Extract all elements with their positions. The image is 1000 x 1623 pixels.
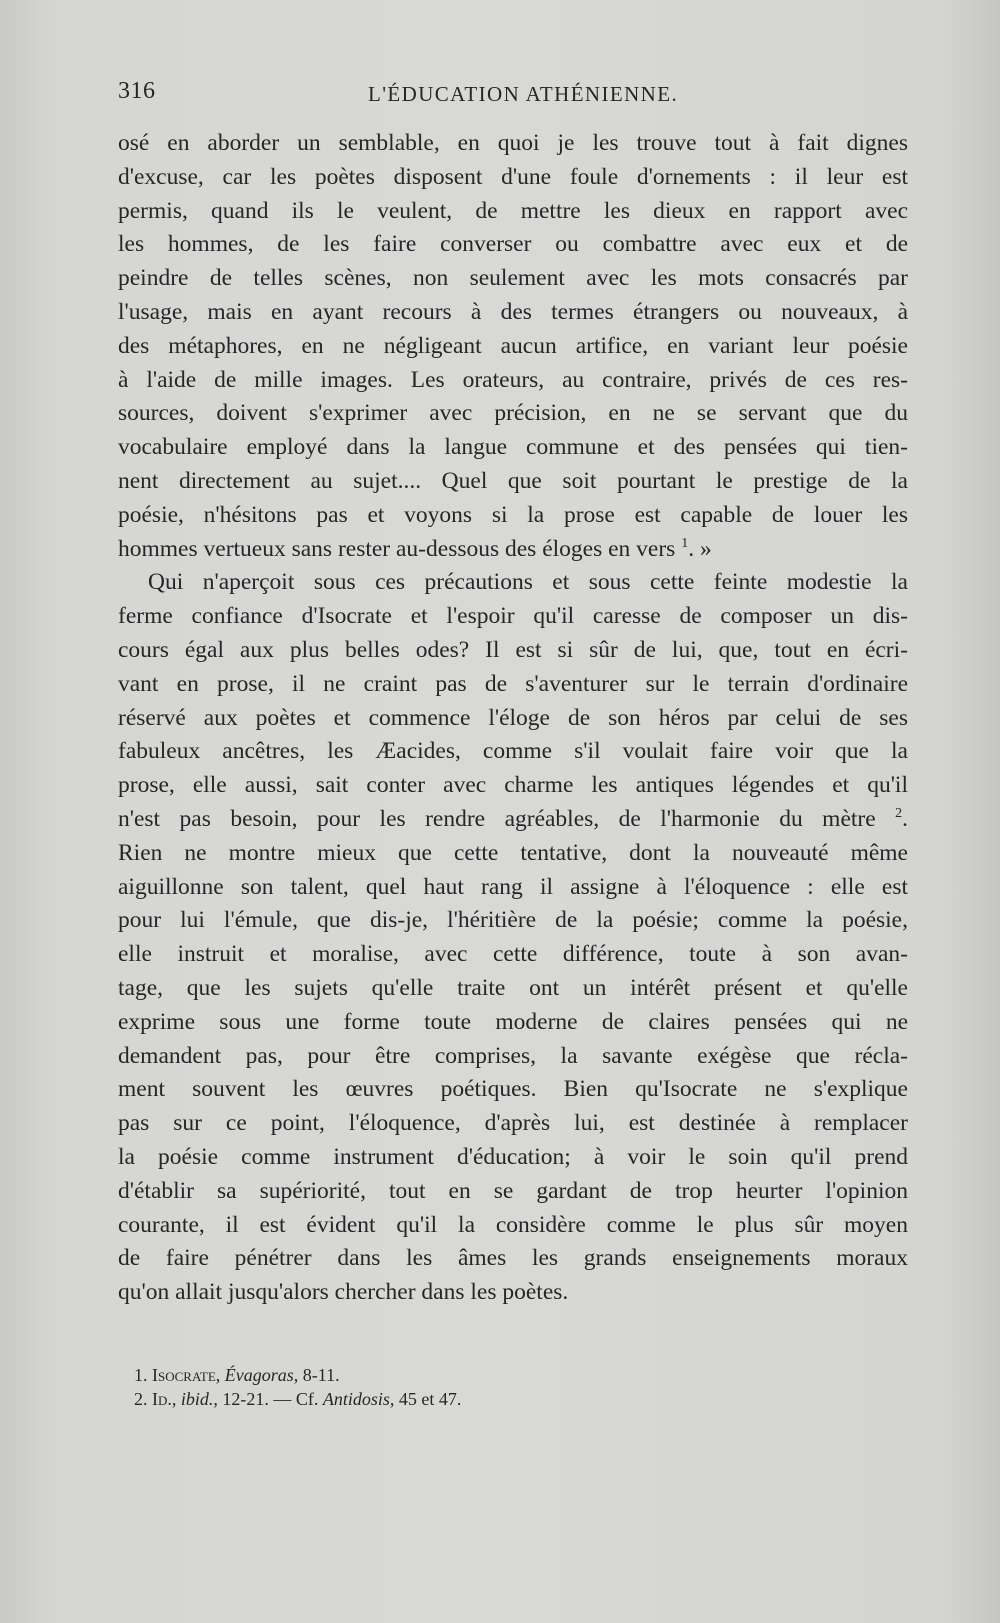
footnote-sep: , xyxy=(171,1389,181,1409)
text-line: d'excuse, car les poètes disposent d'une foule d'ornements : il leur est xyxy=(118,163,908,190)
text-span: . » xyxy=(688,535,712,562)
text-line: réservé aux poètes et commence l'éloge de son héros par celui de ses xyxy=(118,704,908,731)
text-line: qu'on allait jusqu'alors chercher dans les poètes. xyxy=(118,1279,569,1306)
footnote-2 xyxy=(134,1387,834,1411)
text-line: demandent pas, pour être comprises, la savante exégèse que récla- xyxy=(118,1042,908,1069)
text-line: Rien ne montre mieux que cette tentative, dont la nouveauté même xyxy=(118,839,908,866)
text-line: vocabulaire employé dans la langue commune et des pensées qui tien- xyxy=(118,434,908,461)
footnote-ref: 1 xyxy=(681,535,689,551)
footnote-ref-text: , 8-11. xyxy=(293,1365,340,1385)
text-line: courante, il est évident qu'il la considère comme le plus sûr moyen xyxy=(118,1211,908,1238)
running-title: L'ÉDUCATION ATHÉNIENNE. xyxy=(368,82,679,106)
text-line: de faire pénétrer dans les âmes les grands enseignements moraux xyxy=(118,1245,908,1272)
text-line: exprime sous une forme toute moderne de claires pensées qui ne xyxy=(118,1008,908,1035)
footnote-ref-text: , 45 et 47. xyxy=(389,1389,462,1409)
text-line: ferme confiance d'Isocrate et l'espoir qu'il caresse de composer un dis- xyxy=(118,603,908,630)
footnote-author: Id. xyxy=(152,1389,172,1409)
text-line: osé en aborder un semblable, en quoi je les trouve tout à fait dignes xyxy=(118,130,908,156)
text-line: peindre de telles scènes, non seulement avec les mots consacrés par xyxy=(118,265,908,292)
text-line xyxy=(118,533,908,567)
text-line: tage, que les sujets qu'elle traite ont un intérêt présent et qu'elle xyxy=(118,974,908,1001)
footnote-work: ibid. xyxy=(180,1389,214,1409)
text-line: elle instruit et moralise, avec cette différence, toute à son avan- xyxy=(118,941,908,968)
text-line: pas sur ce point, l'éloquence, d'après lui, est destinée à remplacer xyxy=(118,1110,908,1137)
text-line: aiguillonne son talent, quel haut rang il assigne à l'éloquence : elle est xyxy=(118,873,908,900)
text-line: Qui n'aperçoit sous ces précautions et sous cette feinte modestie la xyxy=(148,569,908,596)
text-line: cours égal aux plus belles odes? Il est si sûr de lui, que, tout en écri- xyxy=(118,636,908,663)
text-line: sources, doivent s'exprimer avec précision, en ne se servant que du xyxy=(118,400,908,427)
text-line: nent directement au sujet.... Quel que soit pourtant le prestige de la xyxy=(118,467,908,494)
footnote-number: 1. xyxy=(134,1365,148,1385)
text-line: vant en prose, il ne craint pas de s'aventurer sur le terrain d'ordinaire xyxy=(118,670,908,697)
page-number: 316 xyxy=(118,78,156,104)
footnotes xyxy=(134,1363,834,1411)
text-line: des métaphores, en ne négligeant aucun artifice, en variant leur poésie xyxy=(118,332,908,359)
footnote-work: Évagoras xyxy=(224,1365,294,1385)
body-text xyxy=(118,127,908,1310)
text-line: la poésie comme instrument d'éducation; à voir le soin qu'il prend xyxy=(118,1143,908,1170)
footnote-number: 2. xyxy=(134,1389,148,1409)
text-line: d'établir sa supériorité, tout en se gardant de trop heurter l'opinion xyxy=(118,1177,908,1204)
text-line: prose, elle aussi, sait conter avec charme les antiques légendes et qu'il xyxy=(118,772,908,799)
text-span: . xyxy=(902,805,909,832)
text-line: les hommes, de les faire converser ou combattre avec eux et de xyxy=(118,231,908,258)
text-span: n'est pas besoin, pour les rendre agréables, de l'harmonie du mètre xyxy=(118,805,876,832)
text-line: fabuleux ancêtres, les Æacides, comme s'il voulait faire voir que la xyxy=(118,738,908,765)
footnote-sep: , xyxy=(215,1365,225,1385)
text-line: à l'aide de mille images. Les orateurs, au contraire, privés de ces res- xyxy=(118,366,908,393)
text-line: ment souvent les œuvres poétiques. Bien qu'Isocrate ne s'explique xyxy=(118,1076,908,1103)
page-header xyxy=(118,78,908,112)
text-line xyxy=(118,803,908,837)
text-line: poésie, n'hésitons pas et voyons si la prose est capable de louer les xyxy=(118,501,908,528)
text-line: pour lui l'émule, que dis-je, l'héritière de la poésie; comme la poésie, xyxy=(118,907,908,934)
footnote-ref: 2 xyxy=(895,806,903,822)
footnote-work-2: Antidosis xyxy=(322,1389,390,1409)
footnote-author: Isocrate xyxy=(152,1365,216,1385)
footnote-ref-text: , 12-21. — Cf. xyxy=(213,1389,323,1409)
text-span: hommes vertueux sans rester au-dessous des éloges en vers xyxy=(118,535,676,562)
text-line: permis, quand ils le veulent, de mettre les dieux en rapport avec xyxy=(118,197,908,224)
footnote-1 xyxy=(134,1363,834,1387)
text-line: l'usage, mais en ayant recours à des termes étrangers ou nouveaux, à xyxy=(118,298,908,325)
